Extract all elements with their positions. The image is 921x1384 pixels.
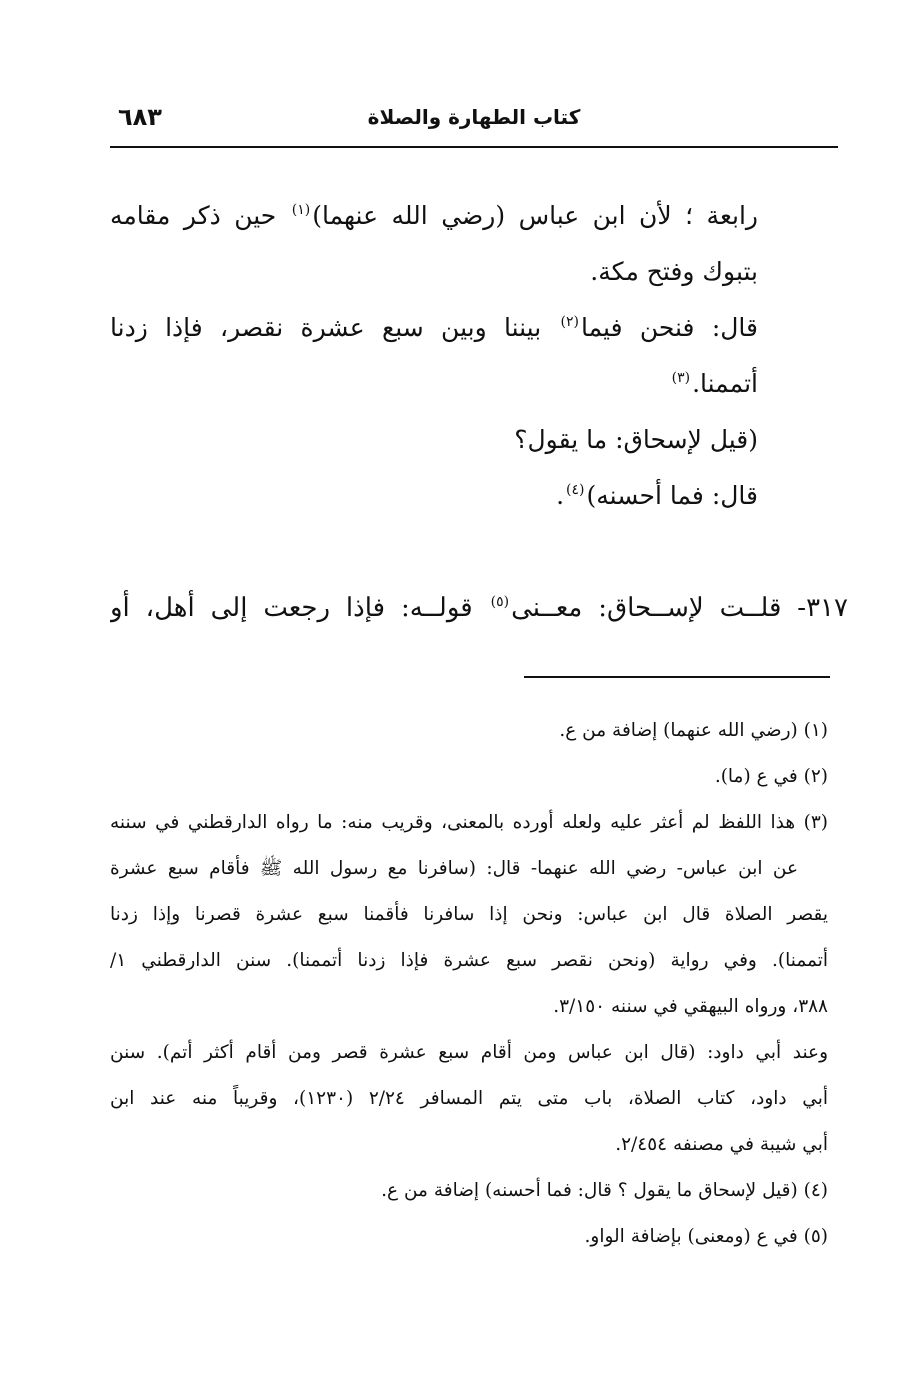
main-line-text: أتممنا.$^{(٣)}$ xyxy=(671,369,758,398)
footnote-line xyxy=(110,892,828,938)
main-line xyxy=(110,412,758,468)
footnote-text: أتممنا). وفي رواية (ونحن نقصر سبع عشرة فإذا زدنا أتممنا). سنن الدارقطني ١/ xyxy=(110,950,828,971)
footnote-line xyxy=(110,1122,828,1168)
footnote-line xyxy=(110,800,828,846)
book-title: كتاب الطهارة والصلاة xyxy=(367,105,581,129)
page-number: ٦٨٣ xyxy=(118,103,162,131)
main-line xyxy=(110,188,758,244)
footnote-separator xyxy=(524,676,830,678)
main-line-text: (قيل لإسحاق: ما يقول؟ xyxy=(514,425,758,454)
footnote-text: يقصر الصلاة قال ابن عباس: ونحن إذا سافرنا فأقمنا سبع عشرة قصرنا وإذا زدنا xyxy=(110,904,828,925)
footnote-line xyxy=(110,1076,828,1122)
entry-text: ٣١٧- قلــت لإســحاق: معــنى$^{(٥)}$ قولــه: فإذا رجعت إلى أهل، أو xyxy=(110,593,848,623)
footnote-line xyxy=(110,708,828,754)
footnote-text: عن ابن عباس- رضي الله عنهما- قال: (سافرنا مع رسول الله ﷺ فأقام سبع عشرة xyxy=(110,858,798,879)
footnote-text: وعند أبي داود: (قال ابن عباس ومن أقام سبع عشرة قصر ومن أقام أكثر أتم). سنن xyxy=(110,1042,828,1063)
footnote-text: (٢) في ع (ما). xyxy=(714,766,828,787)
footnote-text: أبي شيبة في مصنفه ٢/٤٥٤. xyxy=(615,1134,828,1155)
footnote-text: (٤) (قيل لإسحاق ما يقول ؟ قال: فما أحسنه) إضافة من ع. xyxy=(381,1180,828,1201)
main-line-text: بتبوك وفتح مكة. xyxy=(590,257,758,286)
main-line xyxy=(110,244,758,300)
main-line-text: رابعة ؛ لأن ابن عباس (رضي الله عنهما)$^{(١)}$ حين ذكر مقامه xyxy=(110,201,758,230)
footnote-line xyxy=(110,754,828,800)
footnote-text: (٣) هذا اللفظ لم أعثر عليه ولعله أورده بالمعنى، وقريب منه: ما رواه الدارقطني في سننه xyxy=(110,812,828,833)
main-line-text: قال: فنحن فيما$^{(٢)}$ بيننا وبين سبع عشرة نقصر، فإذا زدنا xyxy=(110,313,758,342)
entry-317 xyxy=(110,580,848,636)
main-line xyxy=(110,468,758,524)
footnote-line xyxy=(110,1214,828,1260)
footnotes xyxy=(110,708,828,1260)
main-line-text: قال: فما أحسنه)$^{(٤)}$. xyxy=(556,481,758,510)
header-rule xyxy=(110,146,838,148)
footnote-text: ٣٨٨، ورواه البيهقي في سننه ٣/١٥٠. xyxy=(553,996,828,1017)
main-text xyxy=(110,188,758,524)
entry-line xyxy=(110,580,848,636)
footnote-text: (١) (رضي الله عنهما) إضافة من ع. xyxy=(559,720,828,741)
main-line xyxy=(110,356,758,412)
footnote-line xyxy=(110,984,828,1030)
footnote-line xyxy=(110,1030,828,1076)
running-header xyxy=(110,100,838,136)
footnote-text: (٥) في ع (ومعنى) بإضافة الواو. xyxy=(584,1226,828,1247)
footnote-line xyxy=(110,938,828,984)
main-line xyxy=(110,300,758,356)
footnote-text: أبي داود، كتاب الصلاة، باب متى يتم المسافر ٢/٢٤ (١٢٣٠)، وقريباً منه عند ابن xyxy=(110,1088,828,1109)
footnote-line xyxy=(110,846,828,892)
footnote-line xyxy=(110,1168,828,1214)
